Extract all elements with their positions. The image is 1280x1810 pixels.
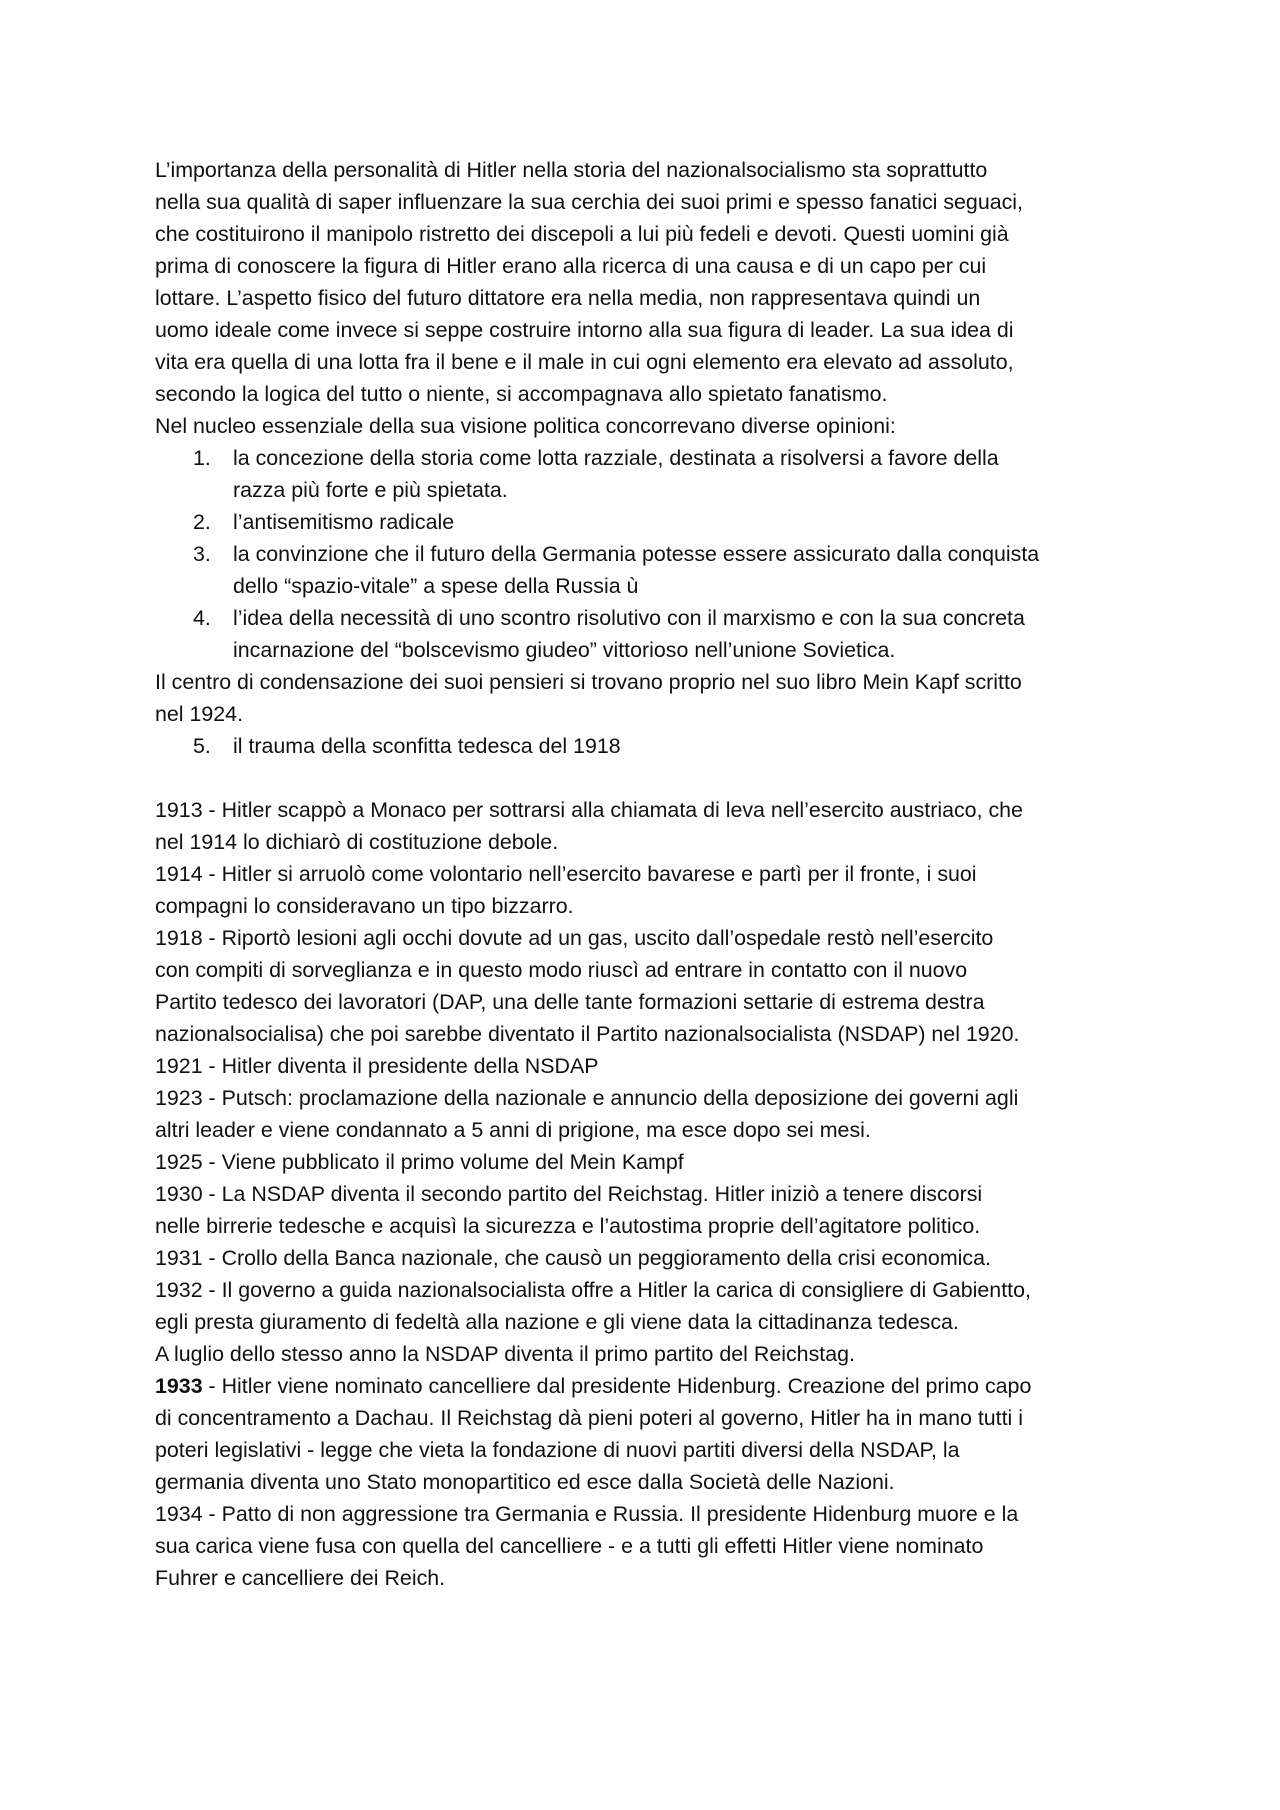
text-line: poteri legislativi - legge che vieta la fondazione di nuovi partiti diversi della NSDAP, la xyxy=(155,1438,960,1462)
text-line: 1914 - Hitler si arruolò come volontario nell’esercito bavarese e partì per il fronte, i suoi xyxy=(155,862,977,886)
text-line: lottare. L’aspetto fisico del futuro dittatore era nella media, non rappresentava quindi un xyxy=(155,286,981,310)
text-line: uomo ideale come invece si seppe costruire intorno alla sua figura di leader. La sua idea di xyxy=(155,318,1014,342)
text-line: 1931 - Crollo della Banca nazionale, che causò un peggioramento della crisi economica. xyxy=(155,1246,991,1270)
mein-kampf-paragraph xyxy=(155,666,1140,730)
list-number: 2. xyxy=(193,510,211,534)
text-line: che costituirono il manipolo ristretto dei discepoli a lui più fedeli e devoti. Questi uomini già xyxy=(155,222,1009,246)
text-line: A luglio dello stesso anno la NSDAP diventa il primo partito del Reichstag. xyxy=(155,1342,855,1366)
list-number: 5. xyxy=(193,734,211,758)
text-fragment: - Hitler viene nominato cancelliere dal presidente Hidenburg. Creazione del primo capo xyxy=(202,1374,1032,1398)
text-line: il trauma della sconfitta tedesca del 1918 xyxy=(233,734,621,758)
text-line: 1913 - Hitler scappò a Monaco per sottrarsi alla chiamata di leva nell’esercito austriaco, che xyxy=(155,798,1023,822)
text-line: 1918 - Riportò lesioni agli occhi dovute ad un gas, uscito dall’ospedale restò nell’esercito xyxy=(155,926,994,950)
list-number: 3. xyxy=(193,542,211,566)
list-item xyxy=(155,538,1140,602)
text-line: 1921 - Hitler diventa il presidente della NSDAP xyxy=(155,1054,599,1078)
text-line: dello “spazio-vitale” a spese della Russia ù xyxy=(233,574,639,598)
text-line: 1934 - Patto di non aggressione tra Germania e Russia. Il presidente Hidenburg muore e la xyxy=(155,1502,1019,1526)
text-line: Fuhrer e cancelliere dei Reich. xyxy=(155,1566,446,1590)
list-item xyxy=(155,442,1140,506)
list-item xyxy=(155,506,1140,538)
text-line: l’antisemitismo radicale xyxy=(233,510,455,534)
text-line: nella sua qualità di saper influenzare la sua cerchia dei suoi primi e spesso fanatici seguaci, xyxy=(155,190,1024,214)
text-line: prima di conoscere la figura di Hitler erano alla ricerca di una causa e di un capo per cui xyxy=(155,254,987,278)
text-line: 1930 - La NSDAP diventa il secondo partito del Reichstag. Hitler iniziò a tenere discorsi xyxy=(155,1182,983,1206)
text-line: la convinzione che il futuro della Germania potesse essere assicurato dalla conquista xyxy=(233,542,1040,566)
list-number: 4. xyxy=(193,606,211,630)
text-line: 1932 - Il governo a guida nazionalsocialista offre a Hitler la carica di consigliere di Gabientto, xyxy=(155,1278,1031,1302)
text-line: nel 1924. xyxy=(155,702,244,726)
text-line: egli presta giuramento di fedeltà alla nazione e gli viene data la cittadinanza tedesca. xyxy=(155,1310,959,1334)
text-line: l’idea della necessità di uno scontro risolutivo con il marxismo e con la sua concreta xyxy=(233,606,1025,630)
text-line: la concezione della storia come lotta razziale, destinata a risolversi a favore della xyxy=(233,446,999,470)
timeline-section xyxy=(155,794,1140,1594)
opinions-list-continued xyxy=(155,730,1140,762)
text-line: altri leader e viene condannato a 5 anni di prigione, ma esce dopo sei mesi. xyxy=(155,1118,871,1142)
text-line: Il centro di condensazione dei suoi pensieri si trovano proprio nel suo libro Mein Kapf scritto xyxy=(155,670,1022,694)
text-line: nelle birrerie tedesche e acquisì la sicurezza e l’autostima proprie dell’agitatore politico. xyxy=(155,1214,981,1238)
list-item xyxy=(155,602,1140,666)
intro-paragraph xyxy=(155,154,1140,442)
text-line-1933 xyxy=(155,1370,1140,1402)
text-line: compagni lo consideravano un tipo bizzarro. xyxy=(155,894,574,918)
list-number: 1. xyxy=(193,446,211,470)
text-line: Partito tedesco dei lavoratori (DAP, una delle tante formazioni settarie di estrema destra xyxy=(155,990,985,1014)
text-line: 1925 - Viene pubblicato il primo volume del Mein Kampf xyxy=(155,1150,684,1174)
text-line: razza più forte e più spietata. xyxy=(233,478,508,502)
text-line: nazionalsocialisa) che poi sarebbe diventato il Partito nazionalsocialista (NSDAP) nel 1920. xyxy=(155,1022,1020,1046)
text-line: germania diventa uno Stato monopartitico ed esce dalla Società delle Nazioni. xyxy=(155,1470,895,1494)
text-line: nel 1914 lo dichiarò di costituzione debole. xyxy=(155,830,559,854)
text-line: sua carica viene fusa con quella del cancelliere - e a tutti gli effetti Hitler viene nominato xyxy=(155,1534,984,1558)
text-line: incarnazione del “bolscevismo giudeo” vittorioso nell’unione Sovietica. xyxy=(233,638,896,662)
text-line: vita era quella di una lotta fra il bene e il male in cui ogni elemento era elevato ad assoluto, xyxy=(155,350,1014,374)
document-body xyxy=(155,154,1140,1594)
text-line: 1923 - Putsch: proclamazione della nazionale e annuncio della deposizione dei governi agli xyxy=(155,1086,1019,1110)
year-1933-bold: 1933 xyxy=(155,1374,203,1398)
opinions-list xyxy=(155,442,1140,666)
blank-line xyxy=(155,762,1140,794)
text-line: L’importanza della personalità di Hitler nella storia del nazionalsocialismo sta soprattutto xyxy=(155,158,988,182)
text-line: secondo la logica del tutto o niente, si accompagnava allo spietato fanatismo. xyxy=(155,382,888,406)
list-item xyxy=(155,730,1140,762)
text-line: con compiti di sorveglianza e in questo modo riuscì ad entrare in contatto con il nuovo xyxy=(155,958,968,982)
text-line: di concentramento a Dachau. Il Reichstag dà pieni poteri al governo, Hitler ha in mano tutti i xyxy=(155,1406,1023,1430)
text-line: Nel nucleo essenziale della sua visione politica concorrevano diverse opinioni: xyxy=(155,414,896,438)
